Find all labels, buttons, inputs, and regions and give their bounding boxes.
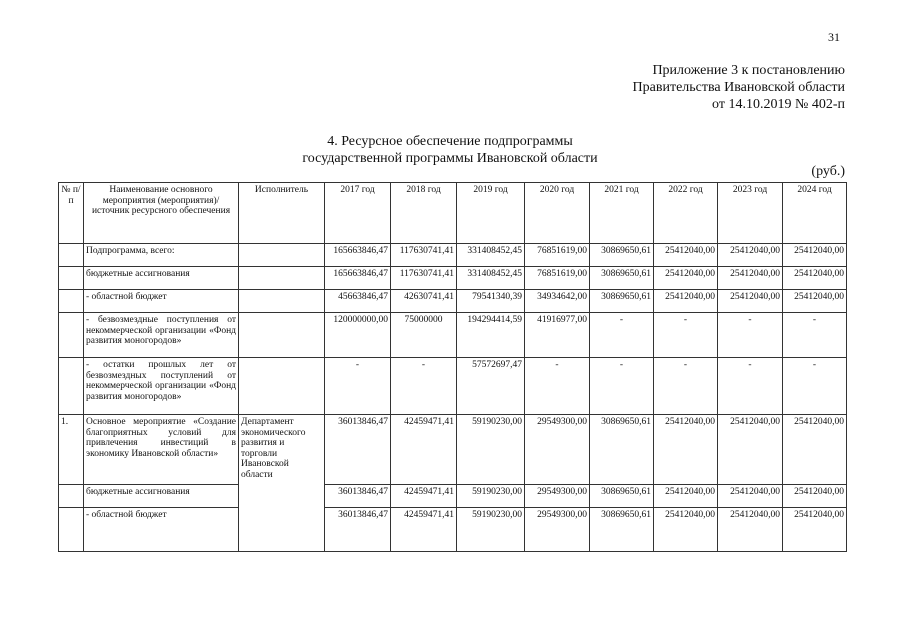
header-num: № п/п [59,183,84,244]
table-row [59,415,847,485]
row-num [59,508,84,552]
row-num [59,358,84,415]
header-year: 2017 год [325,183,391,244]
value-cell: 25412040,00 [654,485,718,508]
row-name: - областной бюджет [84,508,239,552]
value-cell: 117630741,41 [391,244,457,267]
value-cell: 25412040,00 [718,267,783,290]
value-cell: - [718,313,783,358]
value-cell: 25412040,00 [783,244,847,267]
value-cell: 25412040,00 [718,508,783,552]
value-cell: 29549300,00 [525,485,590,508]
value-cell: - [525,358,590,415]
value-cell: 29549300,00 [525,508,590,552]
table-row [59,267,847,290]
row-executor: Департамент экономического развития и торговли Ивановской области [239,415,325,552]
value-cell: 42459471,41 [391,485,457,508]
row-name: Основное мероприятие «Создание благоприятных условий для привлечения инвестиций в экономику Ивановской области» [84,415,239,485]
value-cell: - [718,358,783,415]
row-name: - остатки прошлых лет от безвозмездных поступлений от некоммерческой организации «Фонд развития моногородов» [84,358,239,415]
appendix-line-1: Приложение 3 к постановлению [652,63,845,78]
unit-label: (руб.) [811,164,845,179]
row-name: бюджетные ассигнования [84,485,239,508]
row-name: - областной бюджет [84,290,239,313]
value-cell: 331408452,45 [457,267,525,290]
page-number: 31 [828,30,840,44]
value-cell: 117630741,41 [391,267,457,290]
row-executor [239,290,325,313]
value-cell: 76851619,00 [525,267,590,290]
value-cell: 25412040,00 [718,244,783,267]
value-cell: 41916977,00 [525,313,590,358]
row-num [59,290,84,313]
table-row [59,290,847,313]
table-header-row [59,183,847,244]
value-cell: - [654,358,718,415]
table-row [59,358,847,415]
header-year: 2020 год [525,183,590,244]
value-cell: - [654,313,718,358]
value-cell: - [783,313,847,358]
header-year: 2021 год [590,183,654,244]
header-year: 2019 год [457,183,525,244]
value-cell: 331408452,45 [457,244,525,267]
value-cell: 25412040,00 [783,267,847,290]
row-num [59,267,84,290]
value-cell: 25412040,00 [718,415,783,485]
table-row [59,244,847,267]
header-executor: Исполнитель [239,183,325,244]
row-name: бюджетные ассигнования [84,267,239,290]
value-cell: 194294414,59 [457,313,525,358]
value-cell: 30869650,61 [590,508,654,552]
row-num: 1. [59,415,84,485]
value-cell: 120000000,00 [325,313,391,358]
row-executor [239,358,325,415]
value-cell: 75000000 [391,313,457,358]
section-title-line-1: 4. Ресурсное обеспечение подпрограммы [327,134,573,149]
value-cell: 25412040,00 [718,485,783,508]
appendix-line-3: от 14.10.2019 № 402-п [712,97,845,112]
value-cell: 59190230,00 [457,415,525,485]
value-cell: 25412040,00 [654,508,718,552]
value-cell: 30869650,61 [590,267,654,290]
header-year: 2024 год [783,183,847,244]
value-cell: - [325,358,391,415]
table-row [59,508,847,552]
value-cell: - [590,358,654,415]
value-cell: 59190230,00 [457,485,525,508]
header-year: 2023 год [718,183,783,244]
value-cell: 25412040,00 [718,290,783,313]
value-cell: 30869650,61 [590,290,654,313]
value-cell: 59190230,00 [457,508,525,552]
appendix-header [525,62,845,113]
row-executor [239,267,325,290]
section-title-line-2: государственной программы Ивановской области [302,151,598,166]
value-cell: - [590,313,654,358]
row-name: Подпрограмма, всего: [84,244,239,267]
value-cell: 30869650,61 [590,415,654,485]
value-cell: - [783,358,847,415]
value-cell: 30869650,61 [590,244,654,267]
value-cell: 34934642,00 [525,290,590,313]
table-row [59,485,847,508]
value-cell: 25412040,00 [783,508,847,552]
value-cell: 25412040,00 [654,244,718,267]
row-executor [239,313,325,358]
value-cell: 25412040,00 [783,290,847,313]
value-cell: 165663846,47 [325,244,391,267]
value-cell: 76851619,00 [525,244,590,267]
header-name: Наименование основного мероприятия (мероприятия)/источник ресурсного обеспечения [84,183,239,244]
row-num [59,244,84,267]
value-cell: 165663846,47 [325,267,391,290]
header-year: 2018 год [391,183,457,244]
row-num [59,485,84,508]
value-cell: 25412040,00 [783,485,847,508]
value-cell: 57572697,47 [457,358,525,415]
row-name: - безвозмездные поступления от некоммерческой организации «Фонд развития моногородов» [84,313,239,358]
value-cell: 25412040,00 [654,290,718,313]
value-cell: 30869650,61 [590,485,654,508]
value-cell: 42459471,41 [391,508,457,552]
value-cell: 25412040,00 [654,415,718,485]
row-executor [239,244,325,267]
section-title [200,133,700,167]
value-cell: 45663846,47 [325,290,391,313]
value-cell: 25412040,00 [654,267,718,290]
value-cell: 36013846,47 [325,508,391,552]
value-cell: 36013846,47 [325,485,391,508]
value-cell: 36013846,47 [325,415,391,485]
value-cell: - [391,358,457,415]
value-cell: 29549300,00 [525,415,590,485]
value-cell: 42630741,41 [391,290,457,313]
resource-table [58,182,847,552]
value-cell: 42459471,41 [391,415,457,485]
appendix-line-2: Правительства Ивановской области [632,80,845,95]
table-row [59,313,847,358]
value-cell: 25412040,00 [783,415,847,485]
row-num [59,313,84,358]
value-cell: 79541340,39 [457,290,525,313]
header-year: 2022 год [654,183,718,244]
